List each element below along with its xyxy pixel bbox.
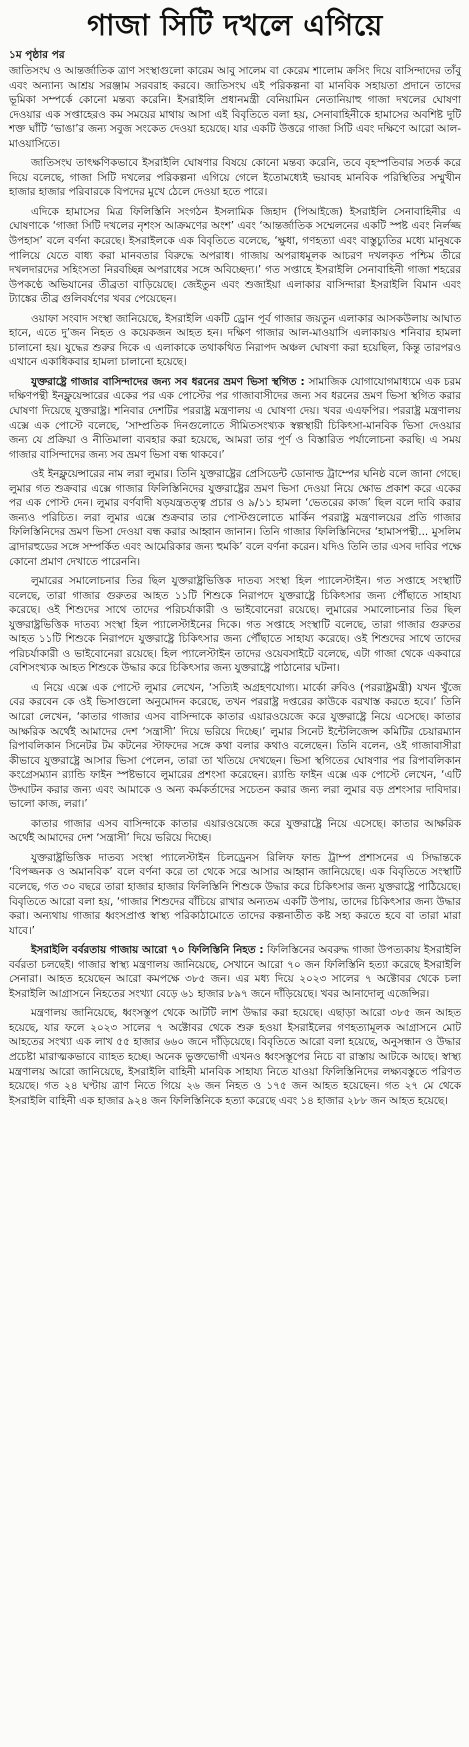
article-paragraph — [9, 817, 461, 846]
paragraph-text: ওই ইনফ্লুয়েন্সারের নাম লরা লুমার। তিনি যুক্তরাষ্ট্রের প্রেসিডেন্ট ডোনাল্ড ট্রাম্পের ঘনিষ্ঠ বলে জানা গেছে। লুমার গত শুক্রবার এক্সে গাজার ফিলিস্তিনিদের যুক্তরাষ্ট্রের ভ্রমণ ভিসা দেওয়া নিয়ে ক্ষোভ প্রকাশ করে একের পর এক পোস্ট দেন। লুমার বর্ণবাদী ষড়যন্ত্রতত্ত্ব প্রচার ও ৯/১১ হামলা ‘ভেতরের কাজ’ ছিল বলে দাবি করার জন্যও পরিচিত। লরা লুমার এক্সে শুক্রবার তার পোস্টগুলোতে মার্কিন পররাষ্ট্র মন্ত্রণালয়ের প্রতি গাজার ফিলিস্তিনিদের ভ্রমণ ভিসা দেওয়া বন্ধ করার আহ্বান জানান। তিনি গাজার ফিলিস্তিনিদের ‘হামাসপন্থী... মুসলিম ব্রাদারহুডের সঙ্গে সম্পর্কিত এবং আমেরিকার জন্য হুমকি’ বলে বর্ণনা করেন। যদিও তিনি তার এসব দাবির পক্ষে কোনো প্রমাণ দেখাতে পারেননি। — [9, 468, 461, 568]
continued-from-label: ১ম পৃষ্ঠার পর — [9, 49, 65, 61]
paragraph-text: জাতিসংঘ তাৎক্ষণিকভাবে ইসরাইলি ঘোষণার বিষয়ে কোনো মন্তব্য করেনি, তবে বৃহস্পতিবার সতর্ক করে দিয়ে বলেছে, গাজা সিটি দখলের পরিকল্পনা এগিয়ে গেলে ইতোমধ্যেই ভয়াবহ মানবিক পরিস্থিতির সম্মুখীন হাজার হাজার পরিবারকে বিপদের মুখে ঠেলে দেওয়া হতে পারে। — [9, 157, 461, 199]
section-subhead: ইসরাইলি বর্বরতায় গাজায় আরো ৭০ ফিলিস্তিনি নিহত : — [31, 944, 264, 957]
paragraph-text: ওয়াফা সংবাদ সংস্থা জানিয়েছে, ইসরাইলি একটি ড্রোন পূর্ব গাজার জয়তুন এলাকার আসকউলায় আঘাত হানে, এতে দু’জন নিহত ও কয়েকজন আহত হন। দক্ষিণ গাজার আল-মাওয়াসি এলাকায়ও শনিবার হামলা চালানো হয়। যুদ্ধের শুরুর দিকে এ এলাকাকে তথাকথিত নিরাপদ অঞ্চল ঘোষণা করা হয়েছিল, কিন্তু তারপরও এখানে একাধিকবার হামলা চালানো হয়েছে। — [9, 312, 461, 369]
article-paragraph — [9, 943, 461, 1001]
paragraph-text: যুক্তরাষ্ট্রভিত্তিক দাতব্য সংস্থা প্যালেস্টাইন চিলড্রেনস রিলিফ ফান্ড ট্রাম্প প্রশাসনের এ সিদ্ধান্তকে ‘বিপজ্জনক ও অমানবিক’ বলে বর্ণনা করে তা থেকে সরে আসার আহ্বান জানিয়েছে। এক বিবৃতিতে সংস্থাটি বলেছে, গত ৩০ বছরে তারা হাজার হাজার ফিলিস্তিনি শিশুকে উদ্ধার করে চিকিৎসার জন্য যুক্তরাষ্ট্রে পাঠিয়েছে। বিবৃতিতে আরো বলা হয়, ‘গাজার শিশুদের বাঁচিয়ে রাখার অন্যতম একটি উপায়, তাদের চিকিৎসার জন্য উদ্ধার করা। অন্যথায় গাজার ধ্বংসপ্রাপ্ত স্বাস্থ্য পরিকাঠামোতে তাদের কল্পনাতীত কষ্ট সহ্য করতে হবে বা তারা মারা যাবে।’ — [9, 851, 461, 937]
article-paragraph — [9, 156, 461, 200]
article-paragraph — [9, 467, 461, 569]
article-paragraph — [9, 851, 461, 938]
paragraph-text: মন্ত্রণালয় জানিয়েছে, ধ্বংসস্তূপ থেকে আটটি লাশ উদ্ধার করা হয়েছে। এছাড়া আরো ৩৮৫ জন আহত হয়েছে, যার ফলে ২০২৩ সালের ৭ অক্টোবর থেকে শুরু হওয়া ইসরাইলের গণহত্যামূলক আগ্রাসনে মোট আহতের সংখ্যা এক লাখ ৫৫ হাজার ৬৬০ জনে দাঁড়িয়েছে। বিবৃতিতে আরো বলা হয়েছে, অনুসন্ধান ও উদ্ধার প্রচেষ্টা মারাত্মকভাবে ব্যাহত হচ্ছে। অনেক ভুক্তভোগী এখনও ধ্বংসস্তূপের নিচে বা রাস্তায় আটকে আছে। স্বাস্থ্য মন্ত্রণালয় আরো জানিয়েছে, ইসরাইলি বাহিনী মানবিক সাহায্য নিতে যাওয়া ফিলিস্তিনিদের লক্ষ্যবস্তুতে পরিণত হয়েছে। গত ২৪ ঘণ্টায় ত্রাণ নিতে গিয়ে ২৬ জন নিহত ও ১৭৫ জন আহত হয়েছেন। গত ২৭ মে থেকে ইসরাইলি বাহিনী এক হাজার ৯২৪ জন ফিলিস্তিনিকে হত্যা করেছে এবং ১৪ হাজার ২৮৮ জন আহত হয়েছে। — [9, 1007, 461, 1107]
paragraph-text: এ নিয়ে এক্সে এক পোস্টে লুমার লেখেন, ‘সত্যিই অগ্রহণযোগ্য। মার্কো রুবিও (পররাষ্ট্রমন্ত্রী) যখন খুঁজে বের করবেন কে ওই ভিসাগুলো অনুমোদন করেছে, তখন পররাষ্ট্র দপ্তরের কাউকে বরখাস্ত করতে হবে।’ তিনি আরো লেখেন, ‘কাতার গাজার এসব বাসিন্দাকে কাতার এয়ারওয়েজে করে যুক্তরাষ্ট্রে নিয়ে এসেছে। কাতার আক্ষরিক অর্থেই আমাদের দেশ ‘সন্ত্রাসী’ দিয়ে ভরিয়ে দিচ্ছে।’ লুমার সিনেট ইন্টেলিজেন্স কমিটির চেয়ারম্যান রিপাবলিকান সিনেটর টম কটনের স্টাফদের সঙ্গে কথা বলার কথাও বলেছেন। তিনি বলেন, ওই গাজাবাসীরা কীভাবে যুক্তরাষ্ট্রে আসার ভিসা পেলেন, তারা তা খতিয়ে দেখছেন। ভিসা স্থগিতের ঘোষণার পর রিপাবলিকান কংগ্রেসম্যান র‍্যান্ডি ফাইন স্পষ্টভাবে লুমারের প্রশংসা করেছেন। র‍্যান্ডি ফাইন এক্সে এক পোস্টে লেখেন, ‘এটি উদ্ঘাটন করার জন্য এবং আমাকে ও অন্য কর্মকর্তাদের সচেতন করার জন্য লরা লুমার বড় প্রশংসার দাবিদার। ভালো কাজ, লরা।’ — [9, 681, 461, 811]
paragraph-text: লুমারের সমালোচনার তির ছিল যুক্তরাষ্ট্রভিত্তিক দাতব্য সংস্থা হিল প্যালেস্টাইন। গত সপ্তাহে সংস্থাটি বলেছে, তারা গাজার গুরুতর আহত ১১টি শিশুকে নিরাপদে যুক্তরাষ্ট্রে চিকিৎসার জন্য পৌঁছাতে সাহায্য করেছে। ওই শিশুদের সাথে তাদের পরিচর্যাকারী ও ভাইবোনেরা রয়েছে। লুমারের সমালোচনার তির ছিল যুক্তরাষ্ট্রভিত্তিক দাতব্য সংস্থা হিল প্যালেস্টাইনের দিকে। গত সপ্তাহে সংস্থাটি বলেছে, তারা গাজার গুরুতর আহত ১১টি শিশুকে নিরাপদে যুক্তরাষ্ট্রে চিকিৎসার জন্য পৌঁছাতে সাহায্য করেছে। ওই শিশুদের সাথে তাদের পরিচর্যাকারী ও ভাইবোনেরা রয়েছে। হিল প্যালেস্টাইন তাদের ওয়েবসাইটে বলেছে, এটা গাজা থেকে একবারে বেশিসংখ্যক আহত শিশুকে উদ্ধার করে চিকিৎসার জন্য যুক্তরাষ্ট্রে পাঠানোর ঘটনা। — [9, 575, 461, 675]
article-headline: গাজা সিটি দখলে এগিয়ে — [87, 8, 383, 42]
section-subhead: যুক্তরাষ্ট্রে গাজার বাসিন্দাদের জন্য সব ধরনের ভ্রমণ ভিসা স্থগিত : — [31, 375, 305, 388]
article-paragraph — [9, 205, 461, 307]
article-paragraph — [9, 312, 461, 370]
paragraph-text: কাতার গাজার এসব বাসিন্দাকে কাতার এয়ারওয়েজে করে যুক্তরাষ্ট্রে নিয়ে এসেছে। কাতার আক্ষরিক অর্থেই আমাদের দেশ ‘সন্ত্রাসী’ দিয়ে ভরিয়ে দিচ্ছে। — [9, 817, 461, 845]
article-body — [9, 64, 461, 1108]
article-paragraph — [9, 681, 461, 812]
article-paragraph — [9, 1006, 461, 1108]
article-paragraph — [9, 375, 461, 462]
paragraph-text: এদিকে হামাসের মিত্র ফিলিস্তিনি সংগঠন ইসলামিক জিহাদ (পিআইজে) ইসরাইলি সেনাবাহিনীর এ ঘোষণাকে ‘গাজা সিটি দখলের নৃশংস আক্রমণের অংশ’ এবং ‘আন্তর্জাতিক সম্মেলনের একটি স্পষ্ট এবং নির্লজ্জ উপহাস’ বলে বর্ণনা করেছে। ইসরাইলকে এক বিবৃতিতে বলেছে, ‘ক্ষুধা, গণহত্যা এবং বাস্তুচ্যুতির মধ্যে মানুষকে পালিয়ে যেতে বাধ্য করা মানবতার বিরুদ্ধে অপরাধ। গাজায় অপরাধমূলক আচরণ দখলকৃত পশ্চিম তীরে দখলদারদের সহিংসতা নিরবচ্ছিন্ন অপরাধের সঙ্গে অবিচ্ছেদ্য।’ গত সপ্তাহে ইসরাইলি সেনাবাহিনী গাজা শহরের উপকণ্ঠে অভিযানের তীব্রতা বাড়িয়েছে। জেইতুন এবং শুজাইয়া এলাকার বাসিন্দারা ইসরাইলি বিমান এবং ট্যাঙ্কের তীব্র গুলিবর্ষণের খবর পেয়েছেন। — [9, 205, 461, 306]
paragraph-text: সামাজিক যোগাযোগমাধ্যমে এক চরম দক্ষিণপন্থী ইনফ্লুয়েন্সারের একের পর এক পোস্টের পর গাজাবাসীদের জন্য সব ধরনের ভ্রমণ ভিসা স্থগিত করার ঘোষণা দিয়েছে যুক্তরাষ্ট্র। শনিবার দেশটির পররাষ্ট্র মন্ত্রণালয় এ ঘোষণা দেয়। খবর এএফপির। পররাষ্ট্র মন্ত্রণালয় এক্সে এক পোস্টে বলেছে, ‘সাম্প্রতিক দিনগুলোতে সীমিতসংখ্যক স্বল্পস্থায়ী চিকিৎসা-মানবিক ভিসা দেওয়ার জন্য যে প্রক্রিয়া ও নীতিমালা ব্যবহার করা হয়েছে, আমরা তার পূর্ণ ও বিস্তারিত পর্যালোচনা করছি। এ সময় গাজার বাসিন্দাদের জন্য সব ভ্রমণ ভিসা বন্ধ থাকবে।’ — [9, 375, 461, 461]
article-paragraph — [9, 574, 461, 676]
paragraph-text: জাতিসংঘ ও আন্তর্জাতিক ত্রাণ সংস্থাগুলো কারেম আবু সালেম বা কেরেম শালোম ক্রসিং দিয়ে বাসিন্দাদের তাঁবু এবং অন্যান্য আশ্রয় সরঞ্জাম সরবরাহ করবে। জাতিসংঘ এই পরিকল্পনা বা মানবিক সহায়তা প্রদানে তাদের ভূমিকা সম্পর্কে কোনো মন্তব্য করেনি। ইসরাইলি প্রধানমন্ত্রী বেনিয়ামিন নেতানিয়াহু গাজা দখলের ঘোষণা দেওয়ার এক সপ্তাহেরও কম সময়ের মাথায় আসা এই বিবৃতিতে বলা হয়, সেনাবাহিনীকে হামাসের অবশিষ্ট দুটি শক্ত ঘাঁটি ‘ভাঙা’র জন্য সবুজ সংকেত দেওয়া হয়েছে। যার একটি উত্তরে গাজা সিটি এবং দক্ষিণে আরো আল-মাওয়াসিতে। — [9, 65, 461, 150]
paragraph-text: ফিলিস্তিনের অবরুদ্ধ গাজা উপত্যকায় ইসরাইলি বর্বরতা চলছেই। গাজার স্বাস্থ্য মন্ত্রণালয় জানিয়েছে, সেখানে আরো ৭০ জন ফিলিস্তিনি হত্যা করেছে ইসরাইলি সেনারা। আহত হয়েছেন আরো কমপক্ষে ৩৮৫ জন। এর মধ্য দিয়ে ২০২৩ সালের ৭ অক্টোবর থেকে চলা ইসরাইলি আগ্রাসনে নিহতের সংখ্যা বেড়ে ৬১ হাজার ৮৯৭ জনে দাঁড়িয়েছে। খবর আনাদোলু এজেন্সির। — [9, 944, 461, 1000]
article-paragraph — [9, 64, 461, 151]
